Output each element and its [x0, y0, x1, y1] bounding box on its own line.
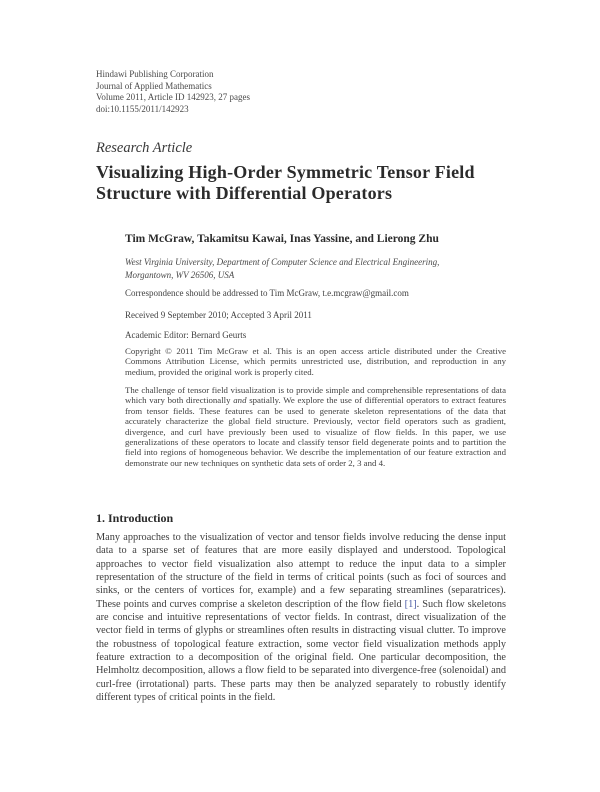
volume-article-id: Volume 2011, Article ID 142923, 27 pages	[96, 92, 250, 102]
paper-title-line2: Structure with Differential Operators	[96, 183, 393, 203]
doi: doi:10.1155/2011/142923	[96, 103, 189, 114]
received-accepted-line: Received 9 September 2010; Accepted 3 April 2011	[125, 310, 312, 320]
introduction-paragraph	[96, 531, 506, 704]
abstract-text-2: spatially. We explore the use of differential operators to extract features from tensor fields. These features can be used to generate skeleton representations of the data that accurately characterize the global field structure. Previously, vector field operators such as gradient, divergence, and curl have previously been used to visualize of flow fields. In this paper, we use generalizations of these operators to locate and classify tensor field degenerate points and to partition the field into regions of homogeneous behavior. We describe the implementation of our feature extraction and demonstrate our new techniques on synthetic data sets of order 2, 3 and 4.	[125, 395, 507, 468]
correspondence-line	[125, 288, 409, 298]
publisher-name: Hindawi Publishing Corporation	[96, 69, 214, 79]
abstract-text-1: The challenge of tensor field visualization is to provide simple and comprehensible representations of data which vary both directionally	[125, 385, 506, 406]
affiliation	[125, 256, 439, 281]
journal-name: Journal of Applied Mathematics	[96, 80, 212, 91]
publisher-block	[96, 69, 250, 115]
article-type-label: Research Article	[96, 140, 193, 156]
affiliation-line1: West Virginia University, Department of Computer Science and Electrical Engineering,	[125, 257, 440, 267]
intro-text-2: . Such flow skeletons are concise and intuitive representations of vector fields. In contrast, direct visualization of the vector field in terms of glyphs or streamlines often results in distracting visual clutter. To improve the robustness of topological feature extraction, some vector field visualization methods apply feature extraction to a decomposition of the original field. One particular decomposition, the Helmholtz decomposition, allows a flow field to be separated into divergence-free (solenoidal) and curl-free (irrotational) parts. These parts may then be analyzed separately to robustly identify different types of critical points in the field.	[96, 598, 506, 704]
copyright-notice: Copyright © 2011 Tim McGraw et al. This is an open access article distributed under the Creative Commons Attribution License, which permits unrestricted use, distribution, and reproduction in any medium, provided the original work is properly cited.	[125, 346, 506, 377]
correspondence-text: Correspondence should be addressed to Tim McGraw,	[125, 288, 323, 298]
section-heading-introduction: 1. Introduction	[96, 511, 174, 525]
paper-title	[96, 162, 516, 204]
correspondence-email-link[interactable]: t.e.mcgraw@gmail.com	[322, 288, 409, 298]
paper-title-line1: Visualizing High-Order Symmetric Tensor Field	[96, 162, 475, 182]
abstract-emphasis: and	[233, 395, 247, 406]
abstract-paragraph	[125, 385, 506, 468]
intro-text-1: Many approaches to the visualization of vector and tensor fields involve reducing the dense input data to a sparse set of features that are more easily displayed and understood. Topological approaches to vector field visualization also attempt to reduce the input data to a simpler representation of the structure of the field in terms of critical points (such as foci of sources and sinks, or the centers of vortices for, example) and a few separating streamlines (separatrices). These points and curves comprise a skeleton description of the flow field	[96, 532, 506, 610]
academic-editor-line: Academic Editor: Bernard Geurts	[125, 330, 247, 340]
citation-link-1[interactable]: [1]	[404, 598, 417, 610]
affiliation-line2: Morgantown, WV 26506, USA	[125, 269, 235, 280]
author-list: Tim McGraw, Takamitsu Kawai, Inas Yassine, and Lierong Zhu	[125, 233, 439, 245]
